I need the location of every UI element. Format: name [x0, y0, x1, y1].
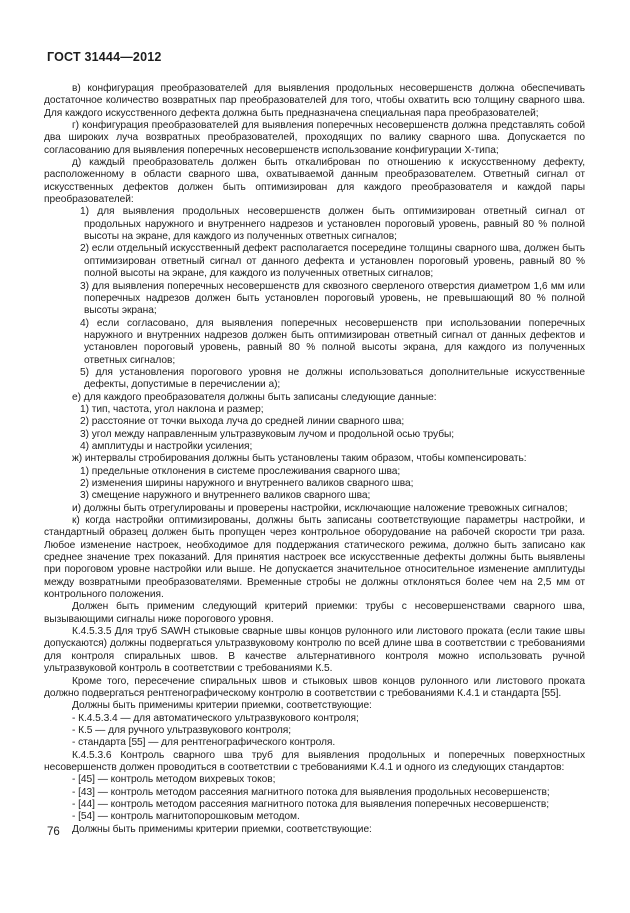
paragraph: 3) смещение наружного и внутреннего валиков сварного шва; — [80, 490, 371, 502]
paragraph: д) каждый преобразователь должен быть откалиброван по отношению к искусственному дефекту, расположенному в области сварного шва, охватываемой данным преобразователем. Ответный сигнал от искусственных дефектов должен быть оптимизирован для каждого преобразователя и каждой пары преобразователей: — [44, 157, 585, 206]
paragraph: К.4.5.3.5 Для труб SAWH стыковые сварные швы концов рулонного или листового проката (если такие швы допускаются) должны подвергаться ультразвуковому контролю по всей длине шва в соответствии с требованиями для контроля спиральных швов. В качестве альтернативного контроля можно использовать ручной ультразвуковой контроль в соответствии с требованиями К.5. — [44, 626, 585, 675]
paragraph: Должны быть применимы критерии приемки, соответствующие: — [72, 823, 372, 835]
paragraph: в) конфигурация преобразователей для выявления продольных несовершенств должна обеспечивать достаточное количество возвратных пар преобразователей для того, чтобы охватить всю толщину сварного шва. Для каждого искусственного дефекта должна быть предназначена специальная пара преобразователей; — [44, 83, 585, 119]
paragraph: 1) для выявления продольных несовершенств должен быть оптимизирован ответный сигнал от продольных наружного и внутреннего надрезов и установлен пороговый уровень, равный 80 % полной высоты на экране, для каждого из полученных ответных сигналов; — [80, 206, 585, 243]
paragraph: и) должны быть отрегулированы и проверены настройки, исключающие наложение тревожных сигналов; — [72, 502, 568, 514]
paragraph: - [44] — контроль методом рассеяния магнитного потока для выявления поперечных несовершенств; — [72, 798, 550, 810]
paragraph: е) для каждого преобразователя должны быть записаны следующие данные: — [72, 391, 437, 403]
document-body — [44, 83, 585, 836]
paragraph: г) конфигурация преобразователей для выявления поперечных несовершенств должна представлять собой два широких луча возвратных преобразователей, проходящих по валику сварного шва. Допускается по согласованию для выявления поперечных несовершенств использование конфигурации X-типа; — [44, 120, 585, 156]
paragraph: 4) амплитуды и настройки усиления; — [80, 440, 253, 452]
paragraph: Кроме того, пересечение спиральных швов и стыковых швов концов рулонного или листового проката должно подвергаться рентгенографическому контролю в соответствии с требованиями К.4.1 и стандарта [55]. — [44, 675, 585, 699]
paragraph: 3) угол между направленным ультразвуковым лучом и продольной осью трубы; — [80, 428, 455, 440]
paragraph: - [43] — контроль методом рассеяния магнитного потока для выявления продольных несовершенств; — [72, 786, 550, 798]
paragraph: - стандарта [55] — для рентгенографического контроля. — [72, 737, 336, 749]
paragraph: 2) расстояние от точки выхода луча до средней линии сварного шва; — [80, 416, 405, 428]
paragraph: 2) если отдельный искусственный дефект располагается посередине толщины сварного шва, должен быть оптимизирован ответный сигнал от данного дефекта и установлен пороговый уровень, равный 80 % полной высоты на экране, для каждого из полученных ответных сигналов; — [80, 243, 585, 280]
paragraph: Должны быть применимы критерии приемки, соответствующие: — [72, 700, 372, 712]
paragraph: 1) предельные отклонения в системе прослеживания сварного шва; — [80, 465, 401, 477]
paragraph: 4) если согласовано, для выявления поперечных несовершенств при использовании поперечных наружного и внутренних надрезов должен быть оптимизирован ответный сигнал от данных дефектов и установлен пороговый уровень, равный 80 % полной высоты экрана, для каждого из полученных ответных сигналов; — [80, 317, 585, 366]
page-number: 76 — [47, 826, 60, 838]
paragraph: ж) интервалы стробирования должны быть установлены таким образом, чтобы компенсировать: — [72, 453, 527, 465]
paragraph: 1) тип, частота, угол наклона и размер; — [80, 403, 264, 415]
paragraph: - К.5 — для ручного ультразвукового контроля; — [72, 724, 291, 736]
paragraph: - [54] — контроль магнитопорошковым методом. — [72, 811, 300, 823]
paragraph: - К.4.5.3.4 — для автоматического ультразвукового контроля; — [72, 712, 359, 724]
paragraph: 5) для установления порогового уровня не должны использоваться дополнительные искусственные дефекты, допустимые в перечислении а); — [80, 366, 585, 391]
running-header: ГОСТ 31444—2012 — [47, 50, 162, 64]
paragraph: 3) для выявления поперечных несовершенств для сквозного сверленого отверстия диаметром 1,6 мм или поперечных надрезов должен быть установлен пороговый уровень, не превышающий 80 % полной высоты экрана; — [80, 280, 585, 317]
paragraph: Должен быть применим следующий критерий приемки: трубы с несовершенствами сварного шва, вызывающими сигналы ниже порогового уровня. — [44, 601, 585, 625]
paragraph: 2) изменения ширины наружного и внутреннего валиков сварного шва; — [80, 478, 414, 489]
paragraph: - [45] — контроль методом вихревых токов; — [72, 774, 276, 786]
paragraph: к) когда настройки оптимизированы, должны быть записаны соответствующие параметры настройки, и стандартный образец должен быть пропущен через контрольное оборудование на рабочей скорости три раза. Любое изменение настроек, необходимое для поддержания статического режима, должно быть записано как среднее значение трех показаний. Для принятия настроек все искусственные дефекты должны быть выявлены при пороговом уровне настройки или выше. Не допускается значительное относительное изменение амплитуды между возвратными преобразователями. Временные стробы не должны отклоняться более чем на 2,5 мм от контрольного положения. — [44, 515, 585, 601]
paragraph: К.4.5.3.6 Контроль сварного шва труб для выявления продольных и поперечных поверхностных несовершенств должен проводиться в соответствии с требованиями К.4.1 и одного из следующих стандартов: — [44, 749, 585, 773]
